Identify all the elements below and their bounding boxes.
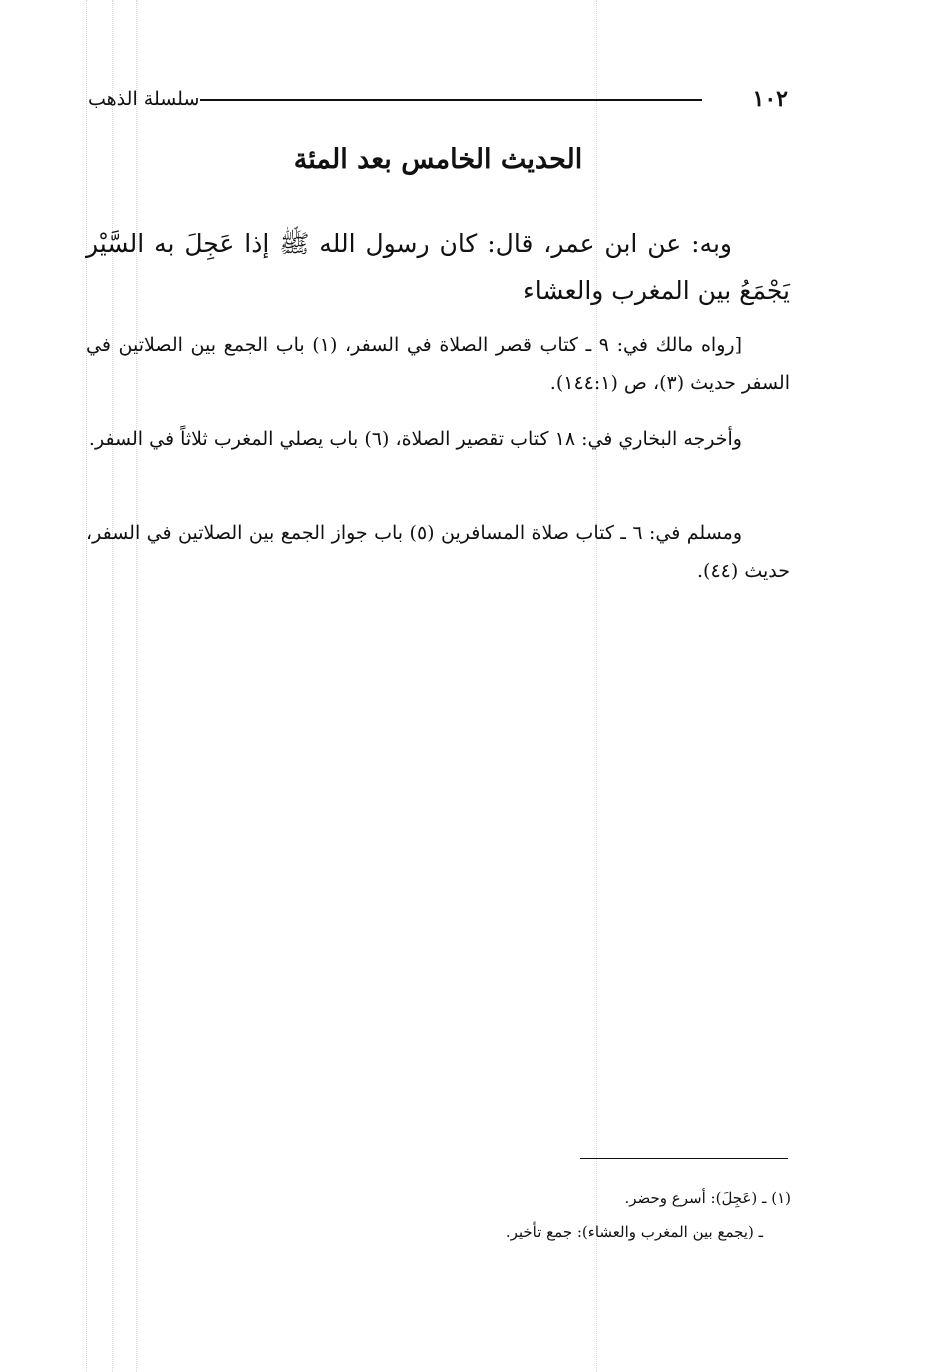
source-note-muslim: ومسلم في: ٦ ـ كتاب صلاة المسافرين (٥) باب جواز الجمع بين الصلاتين في السفر، حديث (٤٤).: [86, 522, 790, 582]
footnote-2: ـ (يجمع بين المغرب والعشاء): جمع تأخير.: [505, 1223, 763, 1241]
footnote-1: (١) ـ (عَجِلَ): أسرع وحضر.: [624, 1189, 791, 1207]
scan-guide-line: [86, 0, 87, 1372]
scan-guide-line: [136, 0, 137, 1372]
page-header: [88, 84, 788, 114]
footnote-rule: [580, 1158, 788, 1159]
page-number: ١٠٢: [752, 86, 788, 112]
scan-guide-line: [112, 0, 113, 1372]
source-note-malik: [رواه مالك في: ٩ ـ كتاب قصر الصلاة في السفر، (١) باب الجمع بين الصلاتين في السفر حديث (٣)، ص (١٤٤:١).: [86, 334, 790, 394]
hadith-text: وبه: عن ابن عمر، قال: كان رسول الله ﷺ إذا عَجِلَ به السَّيْر يَجْمَعُ بين المغرب والعشاء: [86, 229, 790, 305]
source-note-bukhari: وأخرجه البخاري في: ١٨ كتاب تقصير الصلاة، (٦) باب يصلي المغرب ثلاثاً في السفر.: [88, 428, 742, 450]
scan-guide-line: [596, 0, 597, 1372]
running-title: سلسلة الذهب: [88, 88, 200, 110]
header-rule: [200, 99, 702, 101]
chapter-title: الحديث الخامس بعد المئة: [293, 144, 583, 175]
